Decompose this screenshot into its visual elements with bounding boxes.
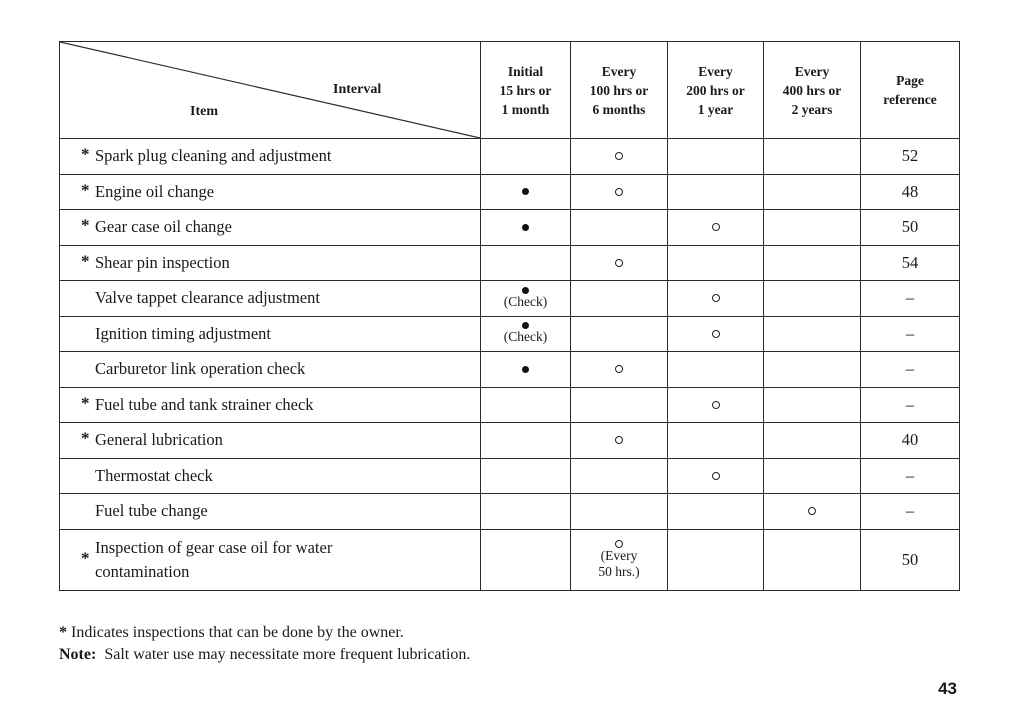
item-text: Inspection of gear case oil for water xyxy=(95,537,333,557)
periodic-service-circle xyxy=(712,223,720,231)
item-text: Spark plug cleaning and adjustment xyxy=(95,146,332,166)
interval-cell-c3 xyxy=(668,210,764,246)
interval-cell-c3 xyxy=(668,174,764,210)
table-row xyxy=(60,423,960,459)
interval-cell-c2 xyxy=(571,529,668,590)
item-text: Carburetor link operation check xyxy=(95,359,306,379)
item-text: Fuel tube and tank strainer check xyxy=(95,394,314,414)
item-text: Ignition timing adjustment xyxy=(95,323,271,343)
item-interval-header-cell xyxy=(60,42,481,139)
col-header-line: 2 years xyxy=(791,101,833,117)
cell-note: (Check) xyxy=(503,293,548,309)
item-cell xyxy=(60,529,481,590)
page-reference-cell: 50 xyxy=(861,529,960,590)
page-reference-cell: – xyxy=(861,281,960,317)
table-row xyxy=(60,494,960,530)
col-header-line: Every xyxy=(698,63,733,79)
interval-cell-c4 xyxy=(764,529,861,590)
interval-cell-c3 xyxy=(668,281,764,317)
item-cell xyxy=(60,210,481,246)
interval-cell-c1 xyxy=(481,387,571,423)
page-reference-cell: 40 xyxy=(861,423,960,459)
table-row xyxy=(60,352,960,388)
maintenance-schedule-table xyxy=(59,41,960,591)
item-text: General lubrication xyxy=(95,430,223,450)
interval-cell-c2 xyxy=(571,245,668,281)
table-row xyxy=(60,245,960,281)
interval-cell-c2 xyxy=(571,458,668,494)
periodic-service-circle xyxy=(615,188,623,196)
interval-cell-c3 xyxy=(668,494,764,530)
interval-cell-c3 xyxy=(668,529,764,590)
item-cell xyxy=(60,423,481,459)
interval-cell-c3 xyxy=(668,423,764,459)
header-diagonal-line xyxy=(60,42,480,138)
interval-cell-c1 xyxy=(481,139,571,175)
interval-cell-c3 xyxy=(668,458,764,494)
item-text: contamination xyxy=(95,561,190,581)
cell-note: 50 hrs.) xyxy=(598,563,640,579)
owner-star-marker: * xyxy=(81,180,90,200)
initial-service-dot xyxy=(522,224,529,231)
interval-cell-c4 xyxy=(764,210,861,246)
interval-cell-c1 xyxy=(481,352,571,388)
owner-star-marker: * xyxy=(81,215,90,235)
table-row xyxy=(60,174,960,210)
page-reference-cell: 50 xyxy=(861,210,960,246)
interval-cell-c1 xyxy=(481,423,571,459)
page-reference-cell: 48 xyxy=(861,174,960,210)
initial-service-dot xyxy=(522,322,529,329)
periodic-service-circle xyxy=(808,507,816,515)
interval-cell-c2 xyxy=(571,174,668,210)
item-cell xyxy=(60,458,481,494)
interval-cell-c2 xyxy=(571,281,668,317)
periodic-service-circle xyxy=(615,540,623,548)
owner-star-marker: * xyxy=(81,144,90,164)
interval-cell-c1 xyxy=(481,281,571,317)
col-header-400hrs xyxy=(764,42,861,139)
col-header-line: 200 hrs or xyxy=(686,82,745,98)
interval-cell-c2 xyxy=(571,352,668,388)
interval-cell-c4 xyxy=(764,245,861,281)
item-label: Item xyxy=(190,104,218,119)
interval-cell-c4 xyxy=(764,387,861,423)
salt-water-note xyxy=(59,644,470,666)
interval-cell-c1 xyxy=(481,210,571,246)
page-reference-cell: 54 xyxy=(861,245,960,281)
col-header-200hrs xyxy=(668,42,764,139)
owner-star-marker: * xyxy=(81,251,90,271)
col-header-line: Page xyxy=(896,73,924,88)
col-header-line: 1 month xyxy=(501,101,550,117)
interval-cell-c3 xyxy=(668,387,764,423)
col-header-line: 6 months xyxy=(592,101,646,117)
owner-star-marker: * xyxy=(81,428,90,448)
item-cell xyxy=(60,316,481,352)
item-cell xyxy=(60,174,481,210)
interval-cell-c4 xyxy=(764,281,861,317)
page-reference-cell: – xyxy=(861,387,960,423)
interval-cell-c1 xyxy=(481,174,571,210)
interval-cell-c2 xyxy=(571,316,668,352)
interval-cell-c4 xyxy=(764,352,861,388)
table-header-row xyxy=(60,42,960,139)
interval-cell-c4 xyxy=(764,458,861,494)
interval-label: Interval xyxy=(333,82,382,97)
table-row xyxy=(60,458,960,494)
item-cell xyxy=(60,281,481,317)
item-text: Thermostat check xyxy=(95,465,213,485)
interval-cell-c2 xyxy=(571,423,668,459)
footnotes xyxy=(59,622,470,666)
owner-star-marker: * xyxy=(81,393,90,413)
page-reference-cell: – xyxy=(861,458,960,494)
periodic-service-circle xyxy=(615,259,623,267)
owner-star-marker: * xyxy=(81,547,90,567)
initial-service-dot xyxy=(522,287,529,294)
col-header-line: 100 hrs or xyxy=(589,82,649,98)
interval-cell-c4 xyxy=(764,494,861,530)
item-cell xyxy=(60,494,481,530)
interval-cell-c2 xyxy=(571,387,668,423)
periodic-service-circle xyxy=(712,330,720,338)
interval-cell-c3 xyxy=(668,245,764,281)
item-cell xyxy=(60,245,481,281)
interval-cell-c1 xyxy=(481,529,571,590)
item-cell xyxy=(60,139,481,175)
item-text: Fuel tube change xyxy=(95,501,208,521)
owner-footnote xyxy=(59,622,470,644)
table-row xyxy=(60,529,960,590)
col-header-line: Initial xyxy=(507,63,544,79)
periodic-service-circle xyxy=(615,436,623,444)
table-row xyxy=(60,316,960,352)
interval-cell-c1 xyxy=(481,316,571,352)
periodic-service-circle xyxy=(615,365,623,373)
interval-cell-c1 xyxy=(481,458,571,494)
page-reference-cell: – xyxy=(861,494,960,530)
interval-cell-c4 xyxy=(764,139,861,175)
item-text: Valve tappet clearance adjustment xyxy=(95,288,320,308)
item-text: Gear case oil change xyxy=(95,217,232,237)
page-reference-cell: – xyxy=(861,316,960,352)
periodic-service-circle xyxy=(615,152,623,160)
periodic-service-circle xyxy=(712,294,720,302)
interval-cell-c4 xyxy=(764,423,861,459)
item-text: Engine oil change xyxy=(95,181,215,201)
table-row xyxy=(60,281,960,317)
page-reference-cell: 52 xyxy=(861,139,960,175)
table-row xyxy=(60,210,960,246)
interval-cell-c1 xyxy=(481,245,571,281)
table-row xyxy=(60,139,960,175)
cell-note: (Every xyxy=(600,547,638,563)
cell-note: (Check) xyxy=(503,329,548,345)
interval-cell-c2 xyxy=(571,210,668,246)
interval-cell-c3 xyxy=(668,139,764,175)
interval-cell-c4 xyxy=(764,174,861,210)
item-cell xyxy=(60,352,481,388)
item-cell xyxy=(60,387,481,423)
item-text: Shear pin inspection xyxy=(95,252,230,272)
table-row xyxy=(60,387,960,423)
interval-cell-c3 xyxy=(668,316,764,352)
col-header-line: 1 year xyxy=(697,101,734,117)
col-header-page-reference xyxy=(861,42,960,139)
page-reference-cell: – xyxy=(861,352,960,388)
col-header-line: Every xyxy=(794,63,830,79)
page-number: 43 xyxy=(938,679,957,698)
col-header-line: Every xyxy=(601,63,637,79)
col-header-line: reference xyxy=(883,92,937,107)
interval-cell-c1 xyxy=(481,494,571,530)
col-header-100hrs xyxy=(571,42,668,139)
schedule-body xyxy=(60,139,960,591)
note-label: Note: xyxy=(59,646,97,663)
initial-service-dot xyxy=(522,366,529,373)
interval-cell-c2 xyxy=(571,139,668,175)
initial-service-dot xyxy=(522,188,529,195)
periodic-service-circle xyxy=(712,472,720,480)
col-header-line: 15 hrs or xyxy=(499,82,552,98)
col-header-line: 400 hrs or xyxy=(782,82,842,98)
interval-cell-c3 xyxy=(668,352,764,388)
col-header-initial xyxy=(481,42,571,139)
interval-cell-c4 xyxy=(764,316,861,352)
note-text: Salt water use may necessitate more frequent lubrication. xyxy=(104,646,471,663)
owner-footnote-text: Indicates inspections that can be done by the owner. xyxy=(71,624,404,641)
periodic-service-circle xyxy=(712,401,720,409)
footnote-star: * xyxy=(59,624,67,641)
interval-cell-c2 xyxy=(571,494,668,530)
